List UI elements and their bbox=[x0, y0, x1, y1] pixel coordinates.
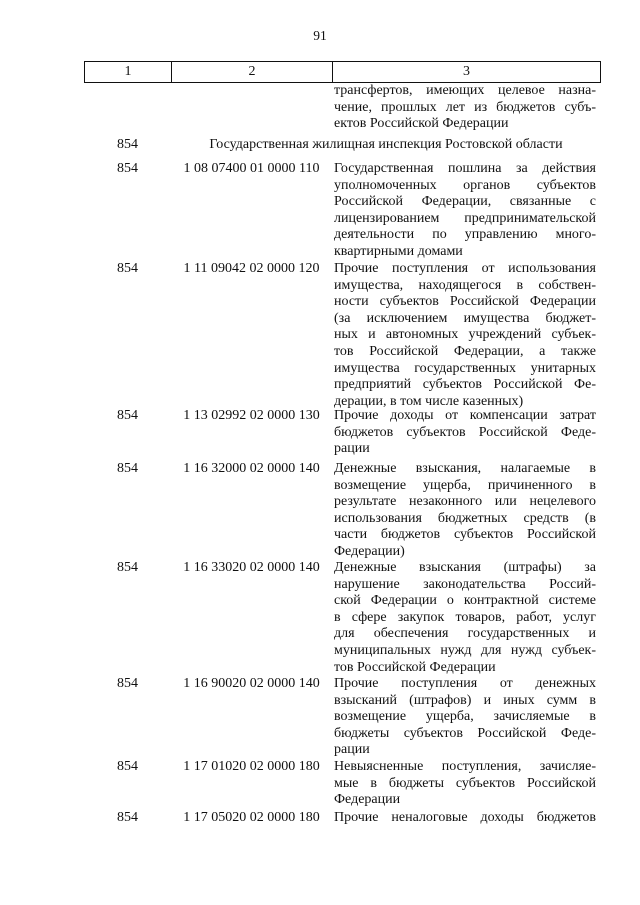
row-description bbox=[334, 810, 596, 827]
row-description bbox=[334, 676, 596, 759]
description-line: предприятий субъектов Российской Фе- bbox=[334, 377, 596, 393]
admin-code: 854 bbox=[117, 137, 138, 152]
description-line: ектов Российской Федерации bbox=[334, 116, 509, 132]
description-line: имущества, находящегося в собствен- bbox=[334, 277, 596, 293]
description-line: ской Федерации о контрактной системе bbox=[334, 593, 596, 609]
description-line: имущества государственных унитарных bbox=[334, 360, 596, 376]
kbk-code: 1 17 01020 02 0000 180 bbox=[183, 759, 320, 774]
description-line: Денежные взыскания (штрафы) за bbox=[334, 560, 596, 575]
description-line: Российской Федерации, связанные с bbox=[334, 194, 596, 210]
kbk-code: 1 16 33020 02 0000 140 bbox=[183, 560, 320, 575]
description-line: в сфере закупок товаров, работ, услуг bbox=[334, 609, 596, 625]
table-header bbox=[84, 61, 601, 83]
admin-code: 854 bbox=[117, 810, 138, 825]
description-line: Государственная пошлина за действия bbox=[334, 161, 596, 176]
admin-code: 854 bbox=[117, 161, 138, 176]
header-col-2: 2 bbox=[172, 62, 333, 82]
description-line: возмещение ущерба, причиненного в bbox=[334, 477, 596, 493]
row-description bbox=[334, 261, 596, 410]
row-description bbox=[334, 83, 596, 133]
admin-code: 854 bbox=[117, 261, 138, 276]
kbk-code: 1 11 09042 02 0000 120 bbox=[183, 261, 320, 276]
header-col-1: 1 bbox=[85, 62, 172, 82]
description-line: уполномоченных органов субъектов bbox=[334, 177, 596, 193]
kbk-code: 1 17 05020 02 0000 180 bbox=[183, 810, 320, 825]
description-line: тов Российской Федерации, а также bbox=[334, 343, 596, 359]
description-line: дерации, в том числе казенных) bbox=[334, 393, 524, 409]
admin-code: 854 bbox=[117, 408, 138, 423]
description-line: результате незаконного или нецелевого bbox=[334, 494, 596, 510]
description-line: Федерации) bbox=[334, 543, 405, 559]
row-description bbox=[334, 560, 596, 676]
header-col-3: 3 bbox=[463, 64, 470, 79]
kbk-code: 1 16 32000 02 0000 140 bbox=[183, 461, 320, 476]
description-line: возмещение ущерба, зачисляемые в bbox=[334, 709, 596, 725]
description-line: ности субъектов Российской Федерации bbox=[334, 294, 596, 310]
description-line: использования бюджетных средств (в bbox=[334, 510, 596, 526]
description-line: квартирными домами bbox=[334, 243, 463, 259]
description-line: Прочие доходы от компенсации затрат bbox=[334, 408, 596, 423]
description-line: Федерации bbox=[334, 792, 401, 808]
section-title: Государственная жилищная инспекция Ростовской области bbox=[209, 137, 563, 152]
description-line: муниципальных нужд для нужд субъек- bbox=[334, 642, 596, 658]
row-description bbox=[334, 461, 596, 561]
description-line: ных и автономных учреждений субъек- bbox=[334, 327, 596, 343]
description-line: лицензированием предпринимательской bbox=[334, 210, 596, 226]
description-line: (за исключением имущества бюджет- bbox=[334, 310, 596, 326]
description-line: Денежные взыскания, налагаемые в bbox=[334, 461, 596, 476]
kbk-code: 1 13 02992 02 0000 130 bbox=[183, 408, 320, 423]
description-line: чение, прошлых лет из бюджетов субъ- bbox=[334, 99, 596, 115]
description-line: взысканий (штрафов) и иных сумм в bbox=[334, 692, 596, 708]
admin-code: 854 bbox=[117, 560, 138, 575]
page-number: 91 bbox=[313, 28, 327, 43]
description-line: деятельности по управлению много- bbox=[334, 227, 596, 243]
description-line: Прочие поступления от использования bbox=[334, 261, 596, 276]
admin-code: 854 bbox=[117, 676, 138, 691]
description-line: мые в бюджеты субъектов Российской bbox=[334, 775, 596, 791]
admin-code: 854 bbox=[117, 759, 138, 774]
row-description bbox=[334, 759, 596, 809]
description-line: Прочие неналоговые доходы бюджетов bbox=[334, 810, 596, 825]
description-line: бюджеты субъектов Российской Феде- bbox=[334, 725, 596, 741]
kbk-code: 1 08 07400 01 0000 110 bbox=[183, 161, 320, 176]
kbk-code: 1 16 90020 02 0000 140 bbox=[183, 676, 320, 691]
description-line: нарушение законодательства Россий- bbox=[334, 576, 596, 592]
row-description bbox=[334, 161, 596, 261]
admin-code: 854 bbox=[117, 461, 138, 476]
description-line: Прочие поступления от денежных bbox=[334, 676, 596, 691]
description-line: рации bbox=[334, 742, 370, 758]
description-line: Невыясненные поступления, зачисляе- bbox=[334, 759, 596, 774]
description-line: для обеспечения государственных и bbox=[334, 626, 596, 642]
description-line: части бюджетов субъектов Российской bbox=[334, 527, 596, 543]
description-line: тов Российской Федерации bbox=[334, 659, 496, 675]
description-line: рации bbox=[334, 441, 370, 457]
row-description bbox=[334, 408, 596, 458]
description-line: бюджетов субъектов Российской Феде- bbox=[334, 424, 596, 440]
description-line: трансфертов, имеющих целевое назна- bbox=[334, 83, 596, 98]
